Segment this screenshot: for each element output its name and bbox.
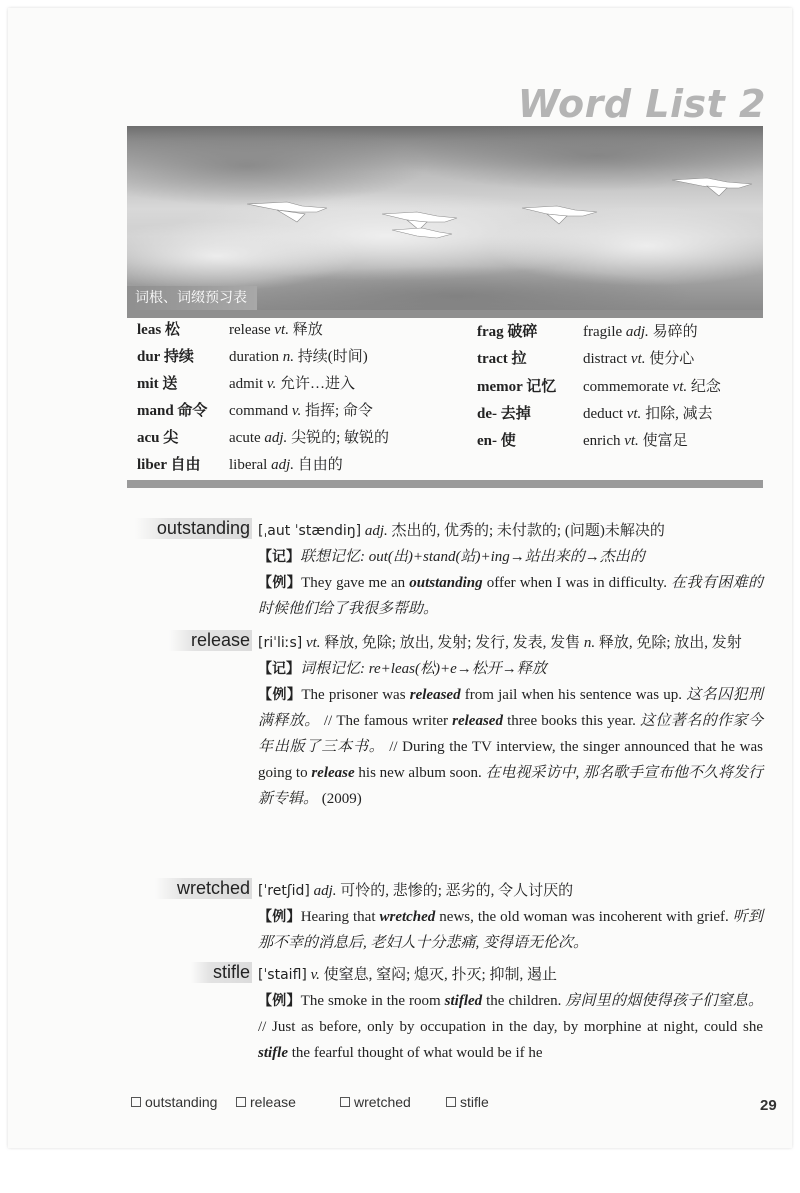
root-example: liberal adj. 自由的 [229,457,343,473]
root-example: command v. 指挥; 命令 [229,403,373,419]
definition: [ˌaut ˈstændiŋ] adj. 杰出的, 优秀的; 未付款的; (问题)未解决的 [258,523,665,539]
checklist-item-outstanding[interactable]: outstanding [131,1094,217,1110]
headword-outstanding: outstanding [2,518,252,539]
root-name: frag 破碎 [477,324,538,340]
definition: [riˈliːs] vt. 释放, 免除; 放出, 发射; 发行, 发表, 发售 n. 释放, 免除; 放出, 发射 [258,635,742,651]
checklist-item-release[interactable]: release [236,1094,296,1110]
example: 【例】The smoke in the room stifled the children. 房间里的烟使得孩子们窒息。 // Just as before, only by occupation in the day, by morphine at night, could she stifle the fearful thought of what would be if he [258,993,763,1061]
root-name: dur 持续 [137,349,194,365]
entry-release [258,630,763,812]
roots-table-bar [127,480,763,488]
memory-note: 【记】词根记忆: re+leas(松)+e→松开→释放 [258,661,547,677]
root-example: deduct vt. 扣除, 减去 [583,406,713,422]
root-example: release vt. 释放 [229,322,323,338]
banner-image [127,126,763,310]
roots-table [137,318,763,476]
swans-illustration [127,126,763,310]
checkbox-icon[interactable] [446,1097,456,1107]
root-example: commemorate vt. 纪念 [583,379,721,395]
banner-strip [127,310,763,318]
root-name: acu 尖 [137,430,179,446]
page-number: 29 [760,1097,777,1114]
root-name: en- 使 [477,433,516,449]
root-example: enrich vt. 使富足 [583,433,688,449]
checkbox-icon[interactable] [236,1097,246,1107]
headword-wretched: wretched [2,878,252,899]
footer-checklist [131,1094,781,1118]
headword-release: release [2,630,252,651]
root-example: acute adj. 尖锐的; 敏锐的 [229,430,389,446]
example: 【例】The prisoner was released from jail when his sentence was up. 这名囚犯刑满释放。 // The famous writer released three books this year. 这位著名的作家今年出版了三本书。 // During the TV interview, the singer announced that he was going to release his new album soon. 在电视采访中, 那名歌手宣布他不久将发行新专辑。 (2009) [258,687,764,807]
root-name: mand 命令 [137,403,208,419]
entry-wretched [258,878,763,956]
memory-note: 【记】联想记忆: out(出)+stand(站)+ing→站出来的→杰出的 [258,549,645,565]
definition: [ˈstaifl] v. 使窒息, 窒闷; 熄灭, 扑灭; 抑制, 遏止 [258,967,557,983]
root-example: admit v. 允许…进入 [229,376,355,392]
roots-table-tab: 词根、词缀预习表 [127,286,257,310]
checklist-item-wretched[interactable]: wretched [340,1094,411,1110]
page-title: Word List 2 [517,82,766,126]
example: 【例】They gave me an outstanding offer when I was in difficulty. 在我有困难的时候他们给了我很多帮助。 [258,575,763,617]
headword-stifle: stifle [2,962,252,983]
root-name: leas 松 [137,322,180,338]
entry-stifle [258,962,763,1066]
root-example: fragile adj. 易碎的 [583,324,698,340]
root-name: tract 拉 [477,351,527,367]
root-name: memor 记忆 [477,379,557,395]
root-example: duration n. 持续(时间) [229,349,368,365]
definition: [ˈretʃid] adj. 可怜的, 悲惨的; 恶劣的, 令人讨厌的 [258,883,574,899]
entry-outstanding [258,518,763,622]
checkbox-icon[interactable] [131,1097,141,1107]
root-example: distract vt. 使分心 [583,351,695,367]
root-name: liber 自由 [137,457,201,473]
example: 【例】Hearing that wretched news, the old woman was incoherent with grief. 听到那不幸的消息后, 老妇人十分悲痛, 变得语无伦次。 [258,909,763,951]
root-name: mit 送 [137,376,178,392]
checkbox-icon[interactable] [340,1097,350,1107]
checklist-item-stifle[interactable]: stifle [446,1094,489,1110]
root-name: de- 去掉 [477,406,531,422]
